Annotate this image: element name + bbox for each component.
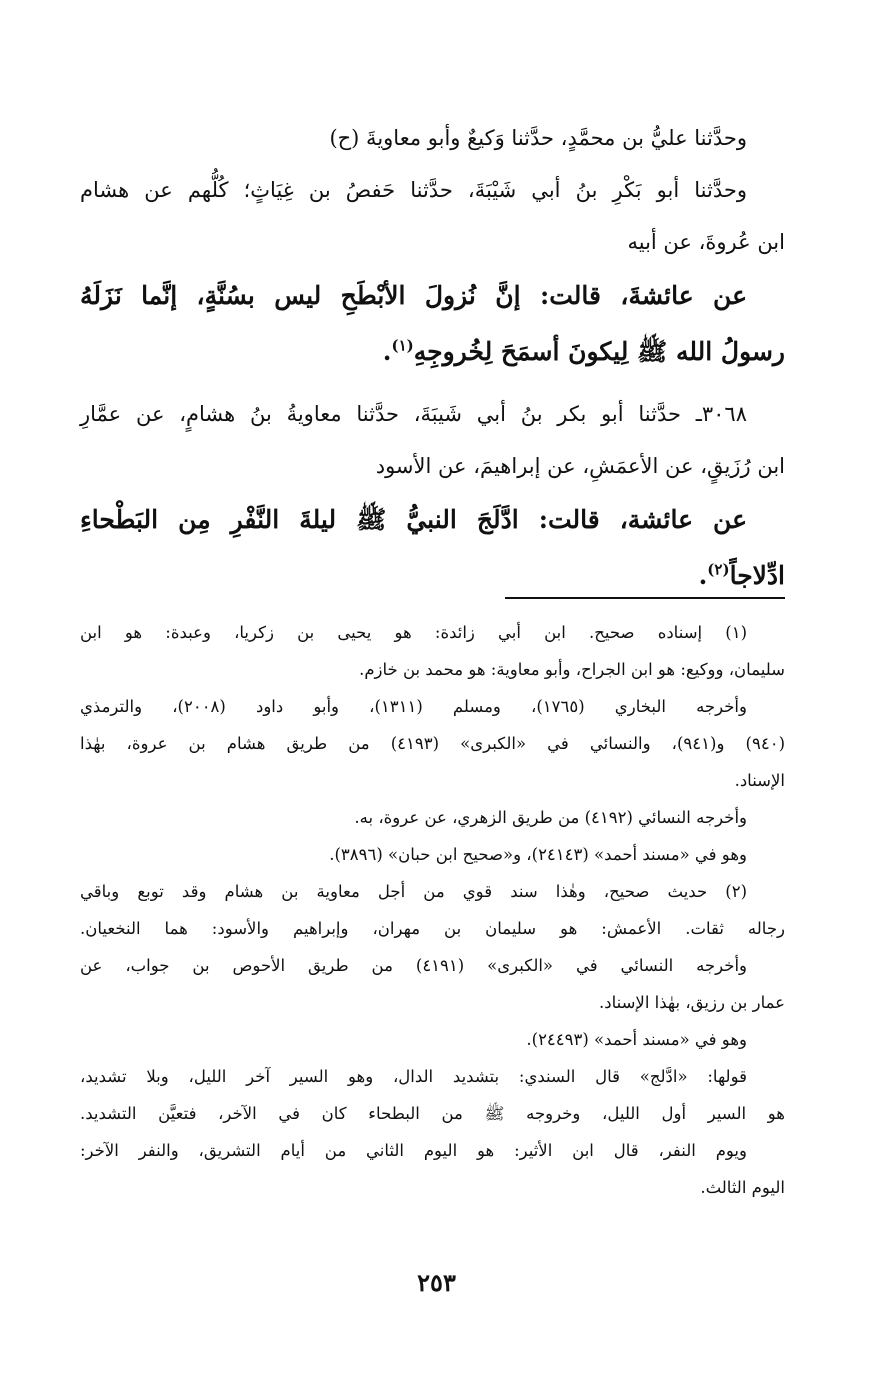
hadith-matn-line [80, 548, 785, 604]
footnote-line: قولها: «ادَّلج» قال السندي: بتشديد الدال، وهو السير آخر الليل، وبلا تشديد، [80, 1067, 747, 1086]
page-number: ٢٥٣ [417, 1268, 456, 1297]
footnote-line: رجاله ثقات. الأعمش: هو سليمان بن مهران، وإبراهيم والأسود: هما النخعيان. [80, 919, 786, 938]
footnote-ref-2: (٢) [707, 560, 730, 579]
footnote-line: الإسناد. [734, 771, 785, 790]
hadith-matn-line [80, 324, 785, 380]
footnote-line: وأخرجه النسائي (٤١٩٢) من طريق الزهري، عن عروة، به. [354, 808, 747, 827]
footnote-line: وأخرجه البخاري (١٧٦٥)، ومسلم (١٣١١)، وأبو داود (٢٠٠٨)، والترمذي [80, 697, 747, 716]
footnote-line: عمار بن رزيق، بهٰذا الإسناد. [599, 993, 785, 1012]
footnote-line: سليمان، ووكيع: هو ابن الجراح، وأبو معاوية: هو محمد بن خازم. [359, 660, 785, 679]
period: . [698, 561, 708, 590]
text-line: ابن عُروةَ، عن أبيه [627, 230, 785, 254]
matn-text: ادِّلاجاً [729, 561, 785, 590]
text-line: وحدَّثنا أبو بَكْرِ بنُ أبي شَيْبَةَ، حدَّثنا حَفصُ بن غِيَاثٍ؛ كُلُّهم عن هشام [80, 178, 747, 202]
footnote-divider [505, 597, 785, 599]
footnotes [80, 614, 785, 1206]
footnote-ref-1: (١) [391, 336, 414, 355]
text-line: ابن رُزَيقٍ، عن الأعمَشِ، عن إبراهيمَ، عن الأسود [375, 454, 785, 478]
footnote-line: اليوم الثالث. [700, 1178, 785, 1197]
footnote-line: وهو في «مسند أحمد» (٢٤٤٩٣). [526, 1030, 747, 1049]
footnote-line: ويوم النفر، قال ابن الأثير: هو اليوم الثاني من أيام التشريق، والنفر الآخر: [80, 1141, 747, 1160]
footnote-line: (٢) حديث صحيح، وهٰذا سند قوي من أجل معاوية بن هشام وقد توبع وباقي [80, 882, 747, 901]
hadith-matn-line: عن عائشةَ، قالت: إنَّ نُزولَ الأبْطَحِ ليس بسُنَّةٍ، إنَّما نَزَلَهُ [80, 281, 747, 310]
footnote-line: هو السير أول الليل، وخروجه ﷺ من البطحاء كان في الآخر، فتعيَّن التشديد. [80, 1104, 785, 1123]
hadith-text [80, 112, 785, 604]
text-line: وحدَّثنا عليُّ بن محمَّدٍ، حدَّثنا وَكيعٌ وأبو معاويةَ (ح) [329, 126, 747, 150]
footnote-line: وهو في «مسند أحمد» (٢٤١٤٣)، و«صحيح ابن حبان» (٣٨٩٦). [329, 845, 747, 864]
hadith-matn-line: عن عائشة، قالت: ادَّلَجَ النبيُّ ﷺ ليلةَ النَّفْرِ مِن البَطْحاءِ [80, 505, 747, 534]
period: . [382, 337, 392, 366]
footnote-line: (١) إسناده صحيح. ابن أبي زائدة: هو يحيى بن زكريا، وعبدة: هو ابن [80, 623, 747, 642]
hadith-number-line: ٣٠٦٨ـ حدَّثنا أبو بكر بنُ أبي شَيبَةَ، حدَّثنا معاويةُ بنُ هشامٍ، عن عمَّارِ [80, 402, 747, 426]
footnote-line: (٩٤٠) و(٩٤١)، والنسائي في «الكبرى» (٤١٩٣) من طريق هشام بن عروة، بهٰذا [80, 734, 785, 753]
footnote-line: وأخرجه النسائي في «الكبرى» (٤١٩١) من طريق الأحوص بن جواب، عن [80, 956, 747, 975]
matn-text: رسولُ الله ﷺ لِيكونَ أسمَحَ لِخُروجِهِ [413, 337, 785, 366]
